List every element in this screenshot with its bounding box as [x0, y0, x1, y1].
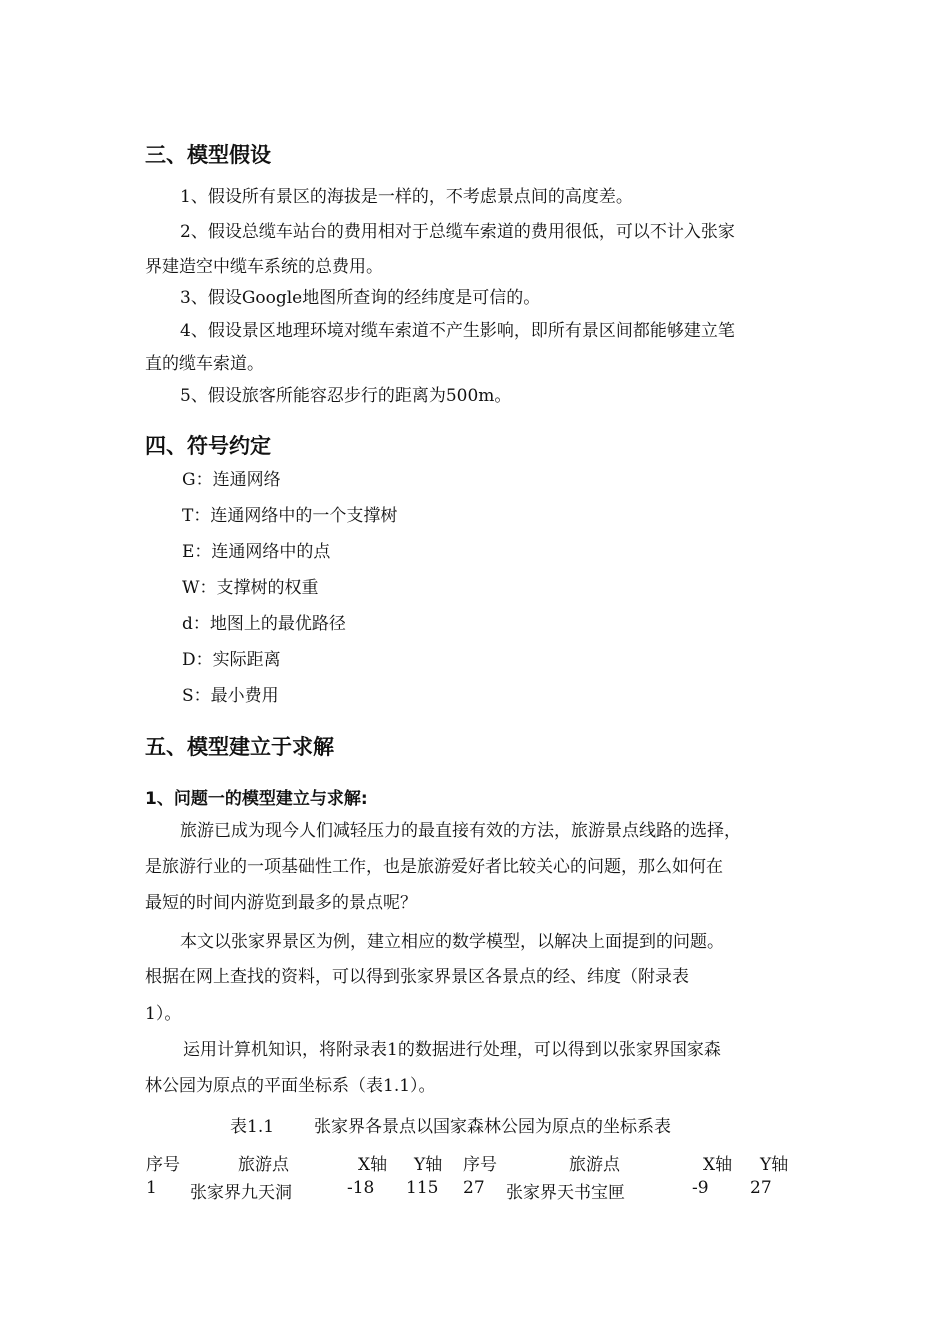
- assumption-2-cont: 界建造空中缆车系统的总费用。: [145, 257, 383, 277]
- symbol-E: E：连通网络中的点: [182, 542, 331, 562]
- table-header-x-1: X轴: [358, 1155, 388, 1175]
- table-cell-index-1: 1: [146, 1178, 157, 1198]
- assumption-1: 1、假设所有景区的海拔是一样的，不考虑景点间的高度差。: [180, 187, 633, 207]
- table-header-y-2: Y轴: [760, 1155, 789, 1175]
- symbol-G: G：连通网络: [182, 470, 281, 490]
- subsection-heading-problem1: 1、问题一的模型建立与求解:: [145, 789, 368, 809]
- table-header-spot-2: 旅游点: [569, 1155, 620, 1175]
- para2-line1: 本文以张家界景区为例，建立相应的数学模型，以解决上面提到的问题。: [180, 932, 724, 952]
- para2-line2: 根据在网上查找的资料，可以得到张家界景区各景点的经、纬度（附录表: [145, 967, 689, 987]
- table-cell-x-2: -9: [692, 1178, 709, 1198]
- para1-line2: 是旅游行业的一项基础性工作，也是旅游爱好者比较关心的问题，那么如何在: [145, 857, 723, 877]
- table-cell-y-2: 27: [750, 1178, 772, 1198]
- table-caption-text: 张家界各景点以国家森林公园为原点的坐标系表: [314, 1117, 672, 1137]
- table-cell-spot-1: 张家界九天洞: [190, 1183, 292, 1203]
- table-header-index-1: 序号: [146, 1155, 180, 1175]
- symbol-W: W：支撑树的权重: [182, 578, 319, 598]
- assumption-4: 4、假设景区地理环境对缆车索道不产生影响，即所有景区间都能够建立笔: [180, 321, 735, 341]
- symbol-T: T：连通网络中的一个支撑树: [182, 506, 398, 526]
- section-heading-assumptions: 三、模型假设: [145, 143, 271, 167]
- para1-line1: 旅游已成为现今人们减轻压力的最直接有效的方法，旅游景点线路的选择，: [180, 821, 741, 841]
- table-header-index-2: 序号: [463, 1155, 497, 1175]
- assumption-3: 3、假设Google地图所查询的经纬度是可信的。: [180, 288, 541, 308]
- table-cell-y-1: 115: [406, 1178, 439, 1198]
- table-cell-x-1: -18: [347, 1178, 375, 1198]
- symbol-d: d：地图上的最优路径: [182, 614, 346, 634]
- table-cell-spot-2: 张家界天书宝匣: [506, 1183, 625, 1203]
- section-heading-model: 五、模型建立于求解: [145, 735, 334, 759]
- assumption-4-cont: 直的缆车索道。: [145, 354, 264, 374]
- para3-line2: 林公园为原点的平面坐标系（表1.1）。: [145, 1076, 436, 1096]
- table-header-y-1: Y轴: [414, 1155, 443, 1175]
- assumption-5: 5、假设旅客所能容忍步行的距离为500m。: [180, 386, 512, 406]
- symbol-D: D：实际距离: [182, 650, 281, 670]
- symbol-S: S：最小费用: [182, 686, 279, 706]
- table-caption: [230, 1112, 671, 1137]
- table-caption-number: 表1.1: [230, 1117, 275, 1137]
- assumption-2: 2、假设总缆车站台的费用相对于总缆车索道的费用很低，可以不计入张家: [180, 222, 735, 242]
- table-cell-index-2: 27: [463, 1178, 485, 1198]
- para1-line3: 最短的时间内游览到最多的景点呢？: [145, 893, 417, 913]
- table-header-x-2: X轴: [703, 1155, 733, 1175]
- para3-line1: 运用计算机知识，将附录表1的数据进行处理，可以得到以张家界国家森: [183, 1040, 721, 1060]
- section-heading-symbols: 四、符号约定: [145, 434, 271, 458]
- table-header-spot-1: 旅游点: [238, 1155, 289, 1175]
- para2-line3: 1）。: [145, 1004, 182, 1024]
